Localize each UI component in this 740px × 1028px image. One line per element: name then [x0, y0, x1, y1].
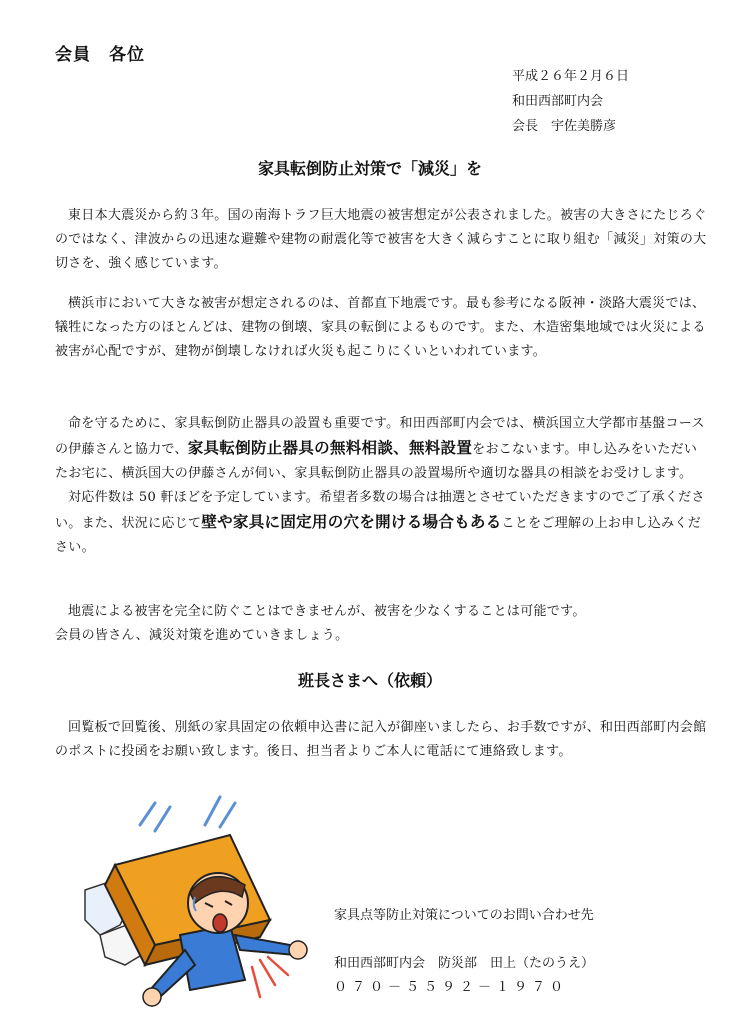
paragraph-earthquake-risk [55, 292, 710, 364]
closing-line-1: 地震による被害を完全に防ぐことはできませんが、被害を少なくすることは可能です。 [68, 604, 586, 619]
addressee: 会員 各位 [55, 45, 145, 65]
service-text-c: をおこないます。申し込みをいただいたお宅に、横浜国大の伊藤さんが伺い、家具転倒防止器具の設置場所や適切な器具の相談をお受けします。 [55, 442, 698, 481]
sender-name: 会長 宇佐美勝彦 [512, 119, 617, 134]
paragraph-leaders-request [55, 716, 710, 764]
contact-person: 和田西部町内会 防災部 田上（たのうえ） [334, 956, 595, 971]
paragraph-service-text [55, 412, 710, 486]
service-text-a: 命を守るために、家具転倒防止器具の設置も重要です。和田西部町内会では、横浜国立大学都市基盤コースの伊藤さんと協力で、 [55, 416, 705, 457]
paragraph-earthquake-risk-text: 横浜市において大きな被害が想定されるのは、首都直下地震です。最も参考になる阪神・淡路大震災では、犠牲になった方のほとんどは、建物の倒壊、家具の転倒によるものです。また、木造密集地域では火災による被害が心配ですが、建物が倒壊しなければ火災も起こりにくいといわれています。 [55, 296, 706, 359]
issue-date: 平成２６年２月６日 [512, 69, 630, 84]
capacity-text-f: ことをご理解の上お申し込みください。 [55, 516, 702, 555]
paragraph-capacity-text [55, 486, 710, 560]
falling-furniture-illustration [70, 785, 330, 1020]
contact-block [334, 904, 594, 1000]
document-title: 家具転倒防止対策で「減災」を [257, 159, 482, 178]
leaders-request-text: 回覧板で回覧後、別紙の家具固定の依頼申込書に記入が御座いましたら、お手数ですが、和田西部町内会館のポストに投函をお願い致します。後日、担当者よりご本人に電話にて連絡致します。 [55, 720, 707, 759]
capacity-text-d: 対応件数は 50 軒ほどを予定しています。希望者多数の場合は抽選とさせていただきますのでご了承ください。また、状況に応じて [55, 490, 705, 531]
paragraph-closing [55, 600, 710, 648]
contact-heading: 家具点等防止対策についてのお問い合わせ先 [334, 908, 594, 923]
free-consult-highlight: 家具転倒防止器具の無料相談、無料設置 [187, 438, 473, 457]
sender-block [512, 64, 629, 139]
contact-phone: ０７０－５５９２－１９７０ [334, 980, 569, 995]
closing-line-2: 会員の皆さん、減災対策を進めていきましょう。 [55, 628, 349, 643]
sender-org: 和田西部町内会 [512, 94, 604, 109]
paragraph-service [55, 412, 710, 560]
section-title-leaders: 班長さまへ（依頼） [297, 671, 442, 690]
drill-holes-highlight: 壁や家具に固定用の穴を開ける場合もある [201, 512, 502, 531]
paragraph-intro [55, 204, 710, 276]
paragraph-intro-text: 東日本大震災から約３年。国の南海トラフ巨大地震の被害想定が公表されました。被害の大きさにたじろぐのではなく、津波からの迅速な避難や建物の耐震化等で被害を大きく減らすことに取り組む「減災」対策の大切さを、強く感じています。 [55, 208, 707, 271]
